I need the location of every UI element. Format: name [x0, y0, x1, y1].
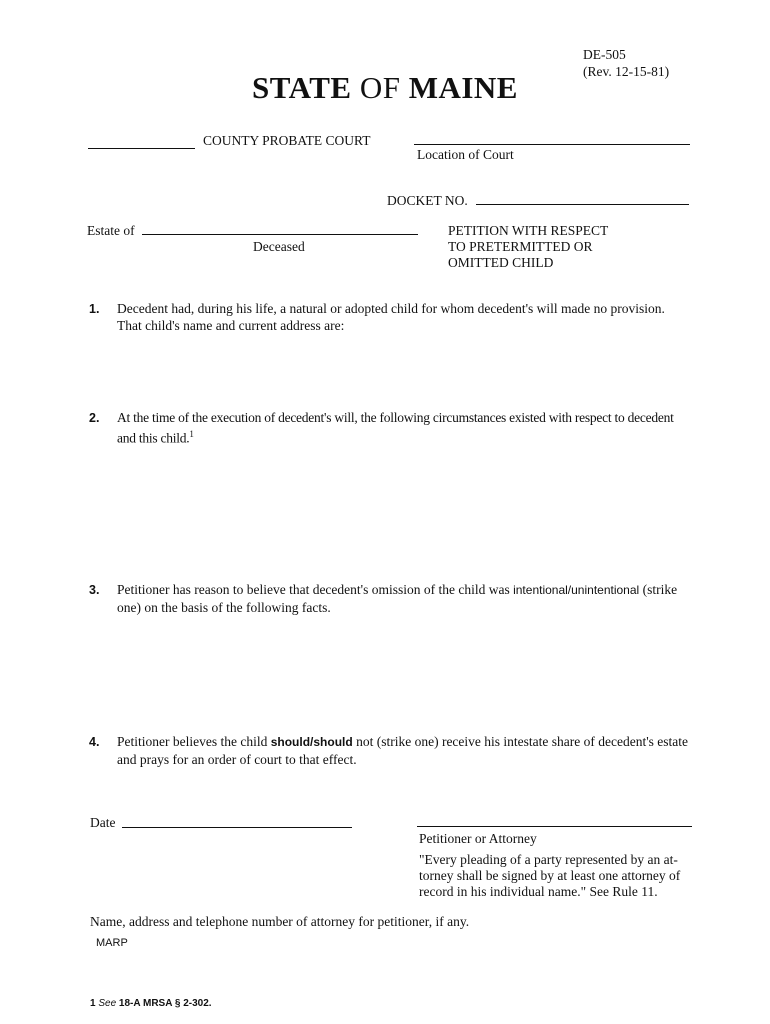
item-1-line: That child's name and current address are:: [117, 318, 345, 333]
title-state: STATE: [252, 70, 352, 105]
rule-quote-line: "Every pleading of a party represented by an at-: [419, 852, 678, 867]
form-revision: (Rev. 12-15-81): [583, 64, 670, 79]
intentional-unintentional-option[interactable]: intentional/unintentional: [513, 583, 640, 597]
court-location-field[interactable]: [414, 144, 690, 145]
estate-label: Estate of: [87, 223, 135, 238]
item-number: 2.: [89, 411, 100, 425]
footnote-text: 18-A MRSA § 2-302.: [118, 998, 212, 1009]
deceased-label: Deceased: [253, 239, 305, 254]
form-number-block: [583, 46, 669, 80]
county-court-label: COUNTY PROBATE COURT: [203, 133, 371, 148]
item-4-text-end: not (strike one) receive his intestate share of decedent's estate: [352, 734, 689, 749]
circumstances-area[interactable]: [117, 450, 687, 560]
attorney-info-label: Name, address and telephone number of attorney for petitioner, if any.: [90, 914, 470, 929]
item-3-text-start: Petitioner has reason to believe that decedent's omission of the child was: [117, 582, 514, 597]
title-of: OF: [359, 70, 401, 105]
item-3-text: [117, 581, 677, 616]
estate-name-field[interactable]: [142, 234, 418, 235]
item-2-line: At the time of the execution of decedent's will, the following circumstances existed with respect to decedent: [117, 410, 674, 425]
footnote-mark: 1: [189, 429, 194, 439]
signer-label: Petitioner or Attorney: [419, 831, 537, 846]
title-maine: MAINE: [408, 70, 518, 105]
county-name-field[interactable]: [88, 148, 195, 149]
item-number: 4.: [89, 735, 100, 749]
facts-area[interactable]: [117, 622, 687, 722]
item-1-line: Decedent had, during his life, a natural or adopted child for whom decedent's will made no provision.: [117, 301, 665, 316]
item-number: 1.: [89, 302, 100, 316]
signature-field[interactable]: [417, 826, 692, 827]
should-option[interactable]: should/should: [270, 735, 353, 749]
docket-label: DOCKET NO.: [387, 193, 468, 208]
marp-mark: MARP: [96, 937, 128, 949]
rule-quote-line: record in his individual name." See Rule 11.: [419, 884, 658, 899]
docket-number-field[interactable]: [476, 204, 689, 205]
footnote: [90, 998, 212, 1009]
item-number: 3.: [89, 583, 100, 597]
child-name-address-area[interactable]: [117, 345, 687, 395]
form-number: DE-505: [583, 47, 626, 62]
page-title: [252, 70, 518, 106]
petition-title-line: OMITTED CHILD: [448, 255, 554, 270]
petition-title: [448, 223, 608, 271]
item-3-line: one) on the basis of the following facts.: [117, 600, 331, 615]
petition-title-line: PETITION WITH RESPECT: [448, 223, 609, 238]
item-4-text-start: Petitioner believes the child: [117, 734, 271, 749]
item-3-text-end: (strike: [639, 582, 678, 597]
item-4-text: [117, 733, 688, 768]
petition-title-line: TO PRETERMITTED OR: [448, 239, 593, 254]
location-label: Location of Court: [417, 147, 514, 162]
rule-11-quote: [419, 852, 680, 900]
item-1-text: [117, 300, 665, 334]
footnote-number: 1: [90, 998, 96, 1009]
date-field[interactable]: [122, 827, 352, 828]
item-4-line: and prays for an order of court to that effect.: [117, 752, 357, 767]
footnote-see: See: [98, 998, 117, 1009]
date-label: Date: [90, 815, 116, 830]
rule-quote-line: torney shall be signed by at least one attorney of: [419, 868, 681, 883]
item-2-line: and this child.: [117, 430, 190, 446]
item-2-text: [117, 409, 674, 447]
